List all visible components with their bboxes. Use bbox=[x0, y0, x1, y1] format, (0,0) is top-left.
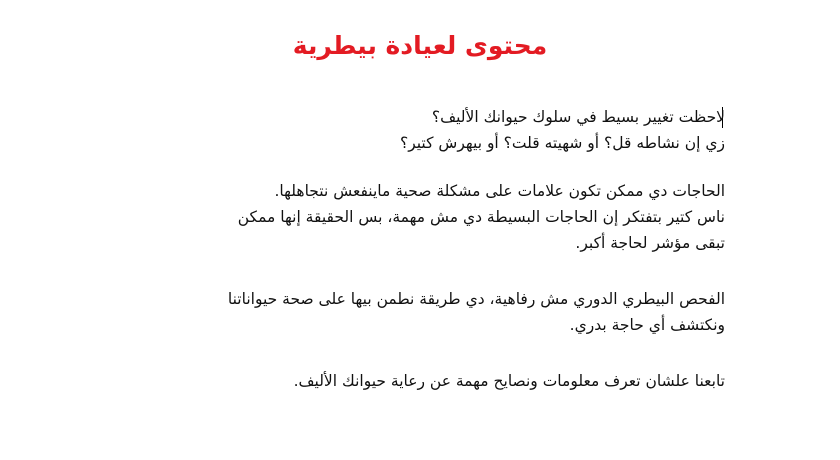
paragraph-line: لاحظت تغيير بسيط في سلوك حيوانك الأليف؟ bbox=[431, 108, 725, 126]
document-title: محتوى لعيادة بيطرية bbox=[292, 31, 548, 60]
paragraph-line: ناس كتير بتفتكر إن الحاجات البسيطة دي مش مهمة، بس الحقيقة إنها ممكن تبقى مؤشر لحاجة أكبر. bbox=[237, 208, 725, 252]
paragraph-warning-signs[interactable] bbox=[205, 178, 725, 256]
paragraph-regular-checkup[interactable] bbox=[205, 286, 725, 338]
paragraph-line: الفحص البيطري الدوري مش رفاهية، دي طريقة نطمن بيها على صحة حيواناتنا ونكتشف أي حاجة بدري. bbox=[227, 290, 725, 334]
paragraph-line: الحاجات دي ممكن تكون علامات على مشكلة صحية ماينفعش نتجاهلها. bbox=[274, 182, 725, 200]
paragraph-line: تابعنا علشان تعرف معلومات ونصايح مهمة عن رعاية حيوانك الأليف. bbox=[293, 372, 725, 390]
paragraph-follow-us[interactable] bbox=[205, 368, 725, 394]
paragraph-line: زي إن نشاطه قل؟ أو شهيته قلت؟ أو بيهرش كتير؟ bbox=[399, 134, 725, 152]
paragraph-intro-question[interactable] bbox=[205, 104, 725, 156]
